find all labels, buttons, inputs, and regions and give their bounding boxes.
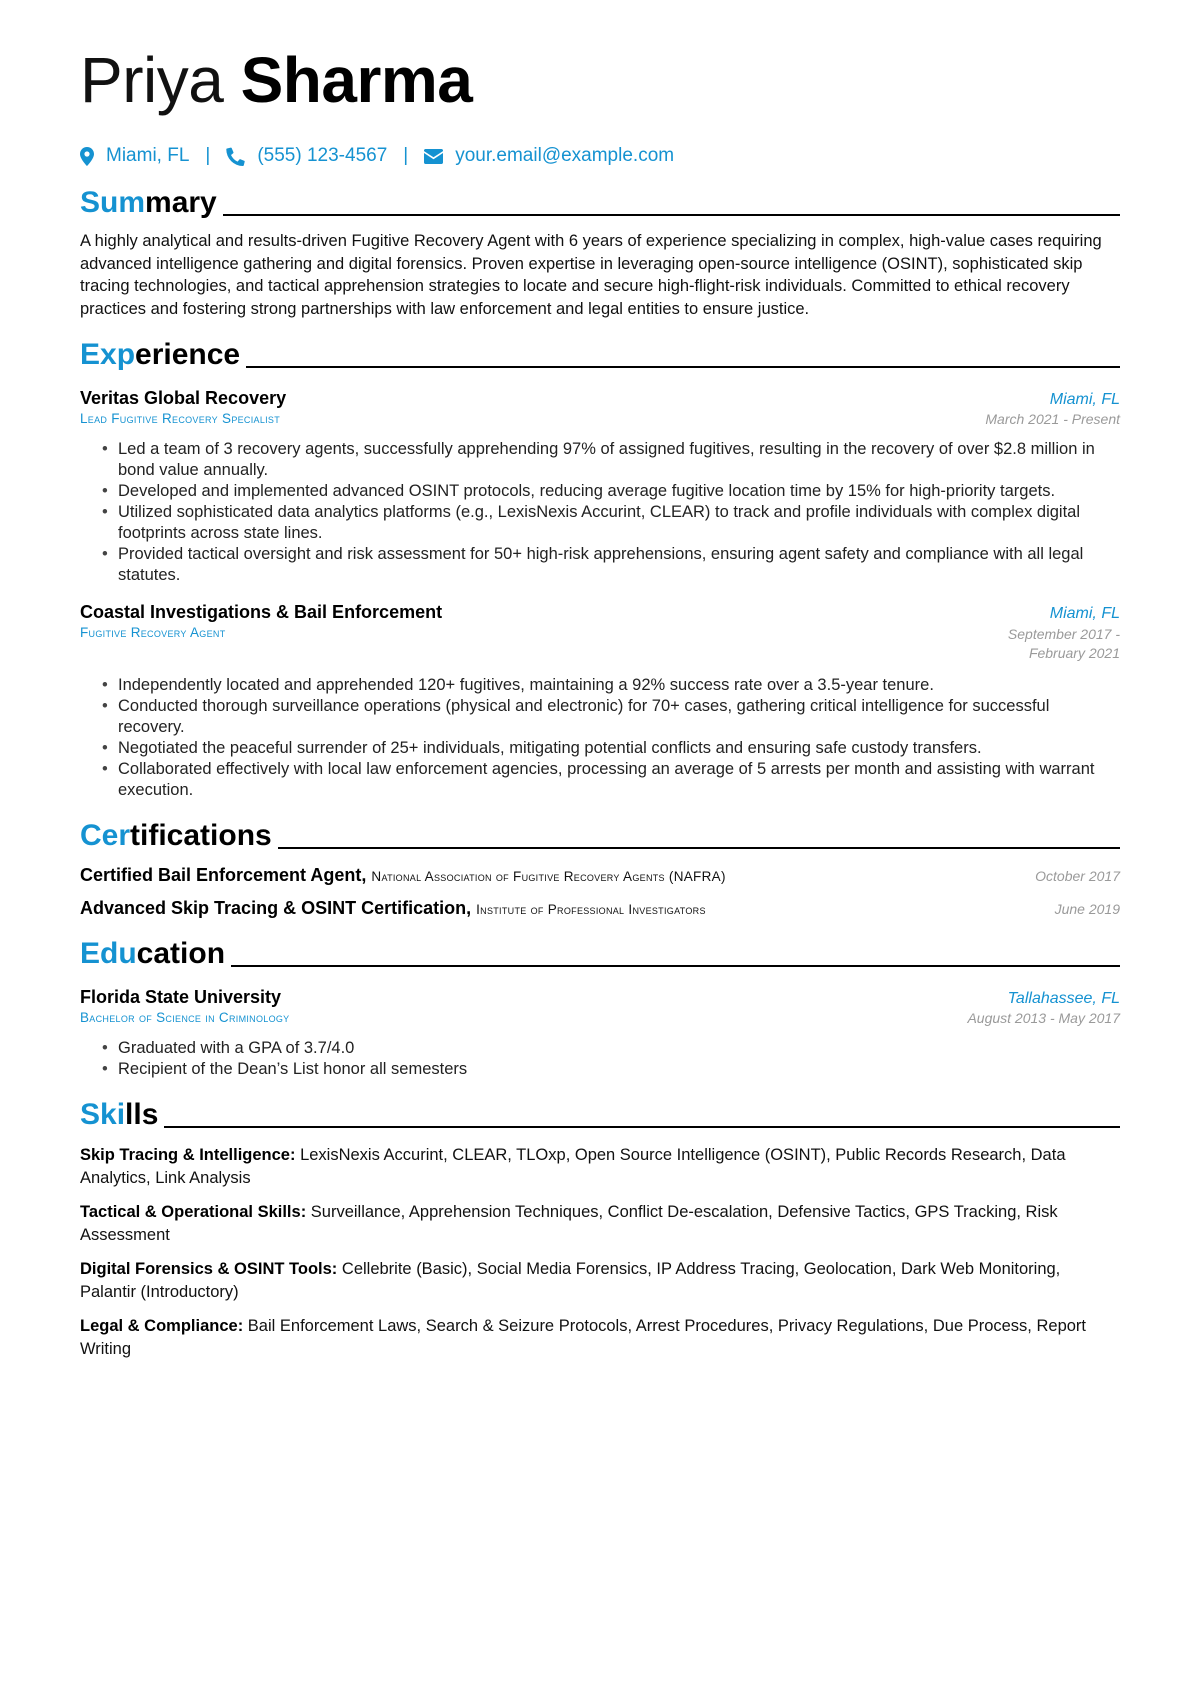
resume-page — [80, 40, 1120, 1360]
education-heading — [80, 935, 1120, 971]
section-rule — [246, 366, 1120, 368]
job-location: Miami, FL — [1049, 391, 1120, 408]
list-item: • Led a team of 3 recovery agents, successfully apprehending 97% of assigned fugitives, resulting in the recovery of over $2.8 million in bond value annually. — [118, 439, 1120, 481]
school-location: Tallahassee, FL — [1007, 990, 1120, 1007]
email-link[interactable]: your.email@example.com — [455, 145, 675, 166]
list-item: • Negotiated the peaceful surrender of 25+ individuals, mitigating potential conflicts and ensuring safe custody transfers. — [118, 738, 1120, 759]
job-org: Veritas Global Recovery — [80, 388, 287, 408]
cert-date: October 2017 — [1035, 868, 1120, 884]
section-title: Education — [80, 937, 226, 970]
last-name: Sharma — [240, 44, 473, 116]
skill-group — [80, 1258, 1120, 1303]
job-bullets — [80, 439, 1120, 586]
skill-text: LexisNexis Accurint, CLEAR, TLOxp, Open Source Intelligence (OSINT), Public Records Research, Data Analytics, Link Analysis — [80, 1146, 1066, 1187]
cert-entry: Certified Bail Enforcement Agent, National Association of Fugitive Recovery Agents (NAFRA) October 2017 — [80, 865, 1120, 885]
job-role: Fugitive Recovery Agent — [80, 625, 226, 640]
envelope-icon — [424, 149, 443, 164]
job-dates: March 2021 - Present — [985, 411, 1120, 427]
skill-group — [80, 1201, 1120, 1246]
list-item: • Recipient of the Dean’s List honor all semesters — [118, 1059, 1120, 1080]
contact-email[interactable] — [424, 145, 674, 167]
experience-heading — [80, 336, 1120, 372]
phone-icon — [226, 147, 245, 166]
list-item: • Collaborated effectively with local law enforcement agencies, processing an average of 5 arrests per month and assisting with warrant execution. — [118, 759, 1120, 801]
job-org: Coastal Investigations & Bail Enforcement — [80, 602, 443, 622]
cert-entry: Advanced Skip Tracing & OSINT Certification, Institute of Professional Investigators June 2019 — [80, 898, 1120, 918]
cert-date: June 2019 — [1054, 901, 1120, 917]
skill-text: Surveillance, Apprehension Techniques, Conflict De-escalation, Defensive Tactics, GPS Tracking, Risk Assessment — [80, 1203, 1058, 1244]
skill-label: Legal & Compliance: — [80, 1317, 244, 1335]
section-title: Certifications — [80, 819, 272, 852]
section-rule — [223, 214, 1120, 216]
job-dates: September 2017 - February 2021 — [1007, 626, 1120, 661]
education-dates: August 2013 - May 2017 — [967, 1010, 1120, 1026]
list-item: • Graduated with a GPA of 3.7/4.0 — [118, 1038, 1120, 1059]
job-role: Lead Fugitive Recovery Specialist — [80, 411, 281, 426]
contact-bar — [80, 144, 1120, 168]
education-bullets — [80, 1038, 1120, 1080]
school-name: Florida State University — [80, 987, 282, 1007]
job-location: Miami, FL — [1049, 605, 1120, 622]
summary-text: A highly analytical and results-driven Fugitive Recovery Agent with 6 years of experience specializing in complex, high-value cases requiring advanced intelligence gathering and digital forensics. Proven expertise in leveraging open-source intelligence (OSINT), sophisticated skip tracing technologies, and tactical apprehension strategies to locate and secure high-flight-risk individuals. Committed to ethical recovery practices and fostering strong partnerships with law enforcement and legal entities to ensure justice. — [80, 232, 1102, 318]
section-rule — [278, 847, 1120, 849]
section-rule — [231, 965, 1120, 967]
cert-name: Advanced Skip Tracing & OSINT Certification — [80, 898, 467, 918]
list-item: • Developed and implemented advanced OSINT protocols, reducing average fugitive location time by 15% for high-priority targets. — [118, 481, 1120, 502]
summary-heading — [80, 184, 1120, 220]
skill-label: Skip Tracing & Intelligence: — [80, 1146, 296, 1164]
cert-issuer: Institute of Professional Investigators — [476, 902, 706, 917]
list-item: • Utilized sophisticated data analytics platforms (e.g., LexisNexis Accurint, CLEAR) to track and profile individuals with complex digital footprints across state lines. — [118, 502, 1120, 544]
contact-phone[interactable] — [226, 145, 387, 167]
section-rule — [164, 1126, 1120, 1128]
list-item: • Independently located and apprehended 120+ fugitives, maintaining a 92% success rate over a 3.5-year tenure. — [118, 675, 1120, 696]
separator: | — [205, 145, 211, 166]
skill-label: Digital Forensics & OSINT Tools: — [80, 1260, 338, 1278]
degree: Bachelor of Science in Criminology — [80, 1010, 290, 1025]
section-title: Skills — [80, 1098, 159, 1131]
skills-list — [80, 1144, 1120, 1360]
skill-group — [80, 1315, 1120, 1360]
job-entry — [80, 602, 1120, 801]
section-title: Experience — [80, 338, 241, 371]
list-item: • Conducted thorough surveillance operations (physical and electronic) for 70+ cases, gathering critical intelligence for successful recovery. — [118, 696, 1120, 738]
contact-location — [80, 145, 189, 167]
skill-text: Bail Enforcement Laws, Search & Seizure Protocols, Arrest Procedures, Privacy Regulations, Due Process, Report Writing — [80, 1317, 1087, 1358]
map-marker-icon — [80, 147, 94, 166]
cert-name: Certified Bail Enforcement Agent — [80, 865, 362, 885]
skill-text: Cellebrite (Basic), Social Media Forensics, IP Address Tracing, Geolocation, Dark Web Monitoring, Palantir (Introductory) — [80, 1260, 1061, 1301]
skill-label: Tactical & Operational Skills: — [80, 1203, 307, 1221]
cert-issuer: National Association of Fugitive Recovery Agents (NAFRA) — [371, 869, 726, 884]
first-name: Priya — [80, 44, 224, 116]
section-title: Summary — [80, 186, 217, 219]
education-entry — [80, 987, 1120, 1080]
phone-text[interactable]: (555) 123-4567 — [257, 145, 388, 166]
skill-group — [80, 1144, 1120, 1189]
list-item: • Provided tactical oversight and risk assessment for 50+ high-risk apprehensions, ensuring agent safety and compliance with all legal statutes. — [118, 544, 1120, 586]
job-bullets — [80, 675, 1120, 801]
certifications-heading — [80, 817, 1120, 853]
job-entry — [80, 388, 1120, 586]
skills-heading — [80, 1096, 1120, 1132]
separator: | — [403, 145, 409, 166]
candidate-name — [80, 40, 1120, 120]
location-text: Miami, FL — [106, 145, 190, 166]
